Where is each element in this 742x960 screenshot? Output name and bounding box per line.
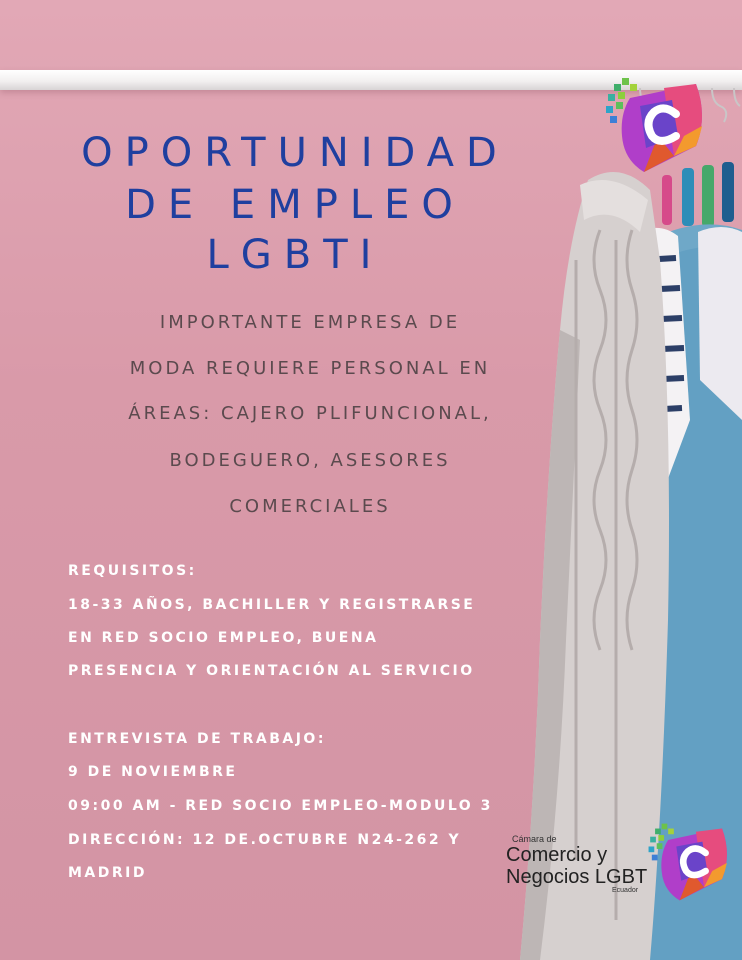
interview-address-city: MADRID [68,865,147,881]
logo-country: Ecuador [612,887,639,894]
description-line-2: MODA REQUIERE PERSONAL EN [129,358,491,379]
chamber-logo-icon [646,822,736,902]
logo-small-text: Cámara de [512,834,557,844]
requirements-heading: REQUISITOS: [68,563,197,579]
interview-date: 9 DE NOVIEMBRE [68,764,238,780]
requirements-line-2: EN RED SOCIO EMPLEO, BUENA [68,630,379,646]
logo-line-2: Negocios LGBT [506,866,648,888]
title-line-2: DE EMPLEO [125,182,465,228]
chamber-logo-icon [604,76,712,174]
requirements-line-1: 18-33 AÑOS, BACHILLER Y REGISTRARSE [68,597,476,613]
description-line-5: COMERCIALES [229,496,391,517]
description-line-1: IMPORTANTE EMPRESA DE [159,312,461,333]
requirements-line-3: PRESENCIA Y ORIENTACIÓN AL SERVICIO [68,663,475,679]
interview-address: DIRECCIÓN: 12 DE.OCTUBRE N24-262 Y [68,832,462,848]
description-line-3: ÁREAS: CAJERO PLIFUNCIONAL, [128,403,492,424]
description-line-4: BODEGUERO, ASESORES [169,450,451,471]
logo-line-1: Comercio y [506,844,608,866]
title-line-1: OPORTUNIDAD [81,130,509,176]
title-line-3: LGBTI [206,232,384,278]
interview-time-place: 09:00 AM - RED SOCIO EMPLEO-MODULO 3 [68,798,493,814]
interview-heading: ENTREVISTA DE TRABAJO: [68,731,326,747]
